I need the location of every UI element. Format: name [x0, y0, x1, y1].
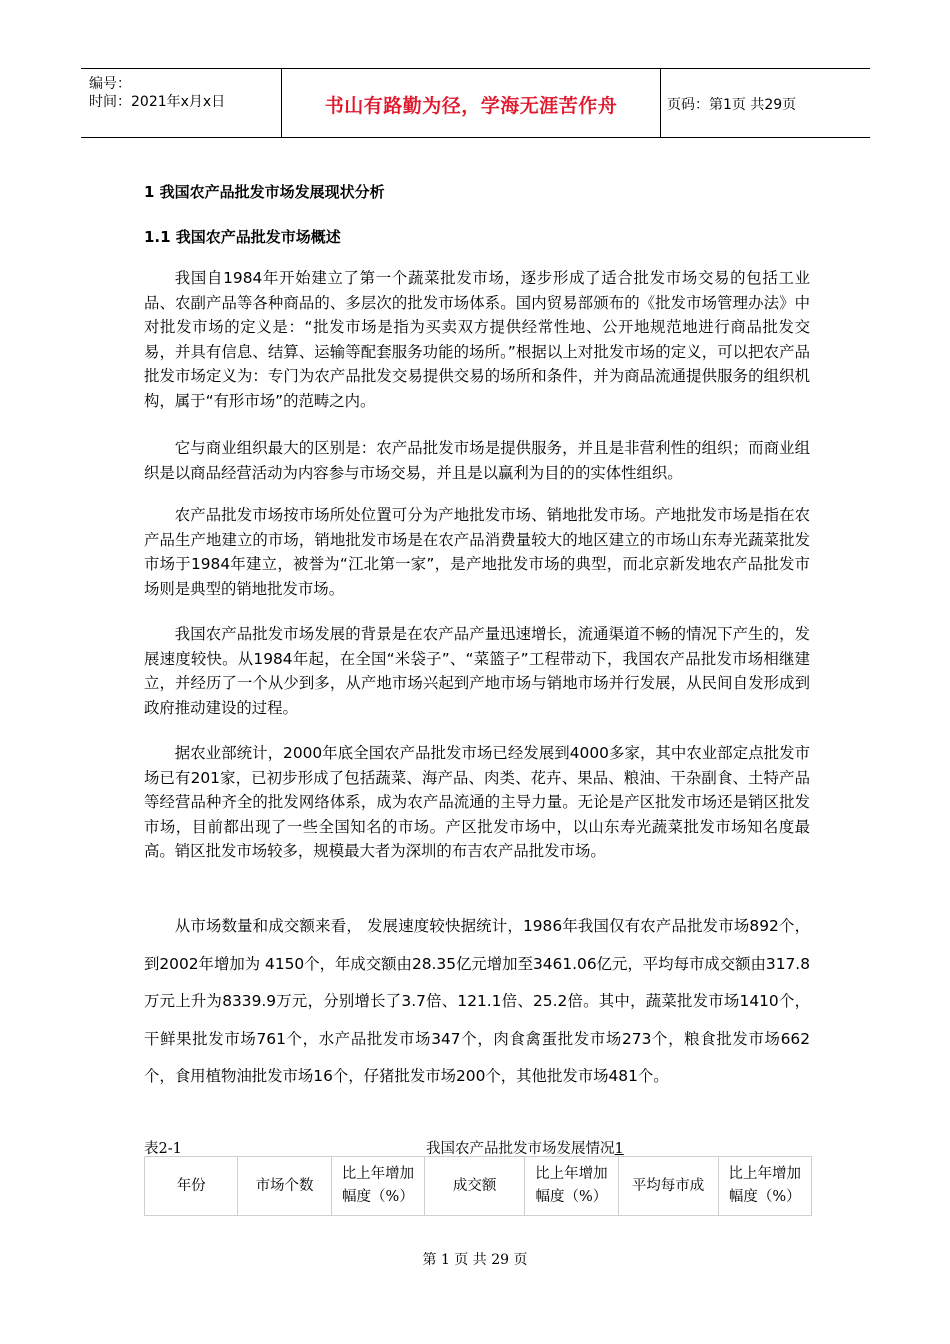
paragraph-4: 我国农产品批发市场发展的背景是在农产品产量迅速增长，流通渠道不畅的情况下产生的，发展速度较快。从1984年起，在全国“米袋子”、“菜篮子”工程带动下，我国农产品批发市场相继建立，并经历了一个从少到多，从产地市场兴起到产地市场与销地市场并行发展，从民间自发形成到政府推动建设的过程。	[144, 625, 810, 717]
column-header: 市场个数	[238, 1157, 331, 1216]
section-heading: 1 我国农产品批发市场发展现状分析	[144, 183, 385, 201]
header-motto: 书山有路勤为径，学海无涯苦作舟	[324, 95, 618, 117]
column-header: 平均每市成	[618, 1157, 718, 1216]
column-header: 年份	[145, 1157, 238, 1216]
subsection-heading: 1.1 我国农产品批发市场概述	[144, 228, 341, 246]
market-development-table	[144, 1156, 812, 1216]
table-header-row	[145, 1157, 812, 1216]
table-title	[426, 1137, 624, 1158]
header-page-info: 页码：第1页 共29页	[667, 97, 797, 113]
column-header: 比上年增加幅度（%）	[525, 1157, 618, 1216]
table-footnote-ref[interactable]: 1	[614, 1141, 624, 1157]
page-footer: 第 1 页 共 29 页	[422, 1252, 528, 1268]
header-page-cell	[661, 69, 870, 137]
column-header: 比上年增加幅度（%）	[718, 1157, 811, 1216]
document-code-label: 编号：	[89, 76, 131, 92]
paragraph-5: 据农业部统计，2000年底全国农产品批发市场已经发展到4000多家，其中农业部定点批发市场已有201家，已初步形成了包括蔬菜、海产品、肉类、花卉、果品、粮油、干杂副食、土特产品等经营品种齐全的批发网络体系，成为农产品流通的主导力量。无论是产区批发市场还是销区批发市场，目前都出现了一些全国知名的市场。产区批发市场中，以山东寿光蔬菜批发市场知名度最高。销区批发市场较多，规模最大者为深圳的布吉农产品批发市场。	[144, 744, 810, 861]
document-date-label: 时间：2021年x月x日	[89, 94, 226, 110]
paragraph-1: 我国自1984年开始建立了第一个蔬菜批发市场，逐步形成了适合批发市场交易的包括工业品、农副产品等各种商品的、多层次的批发市场体系。国内贸易部颁布的《批发市场管理办法》中对批发市场的定义是：“批发市场是指为买卖双方提供经常性地、公开地规范地进行商品批发交易，并具有信息、结算、运输等配套服务功能的场所。”根据以上对批发市场的定义，可以把农产品批发市场定义为：专门为农产品批发交易提供交易的场所和条件，并为商品流通提供服务的组织机构，属于“有形市场”的范畴之内。	[144, 269, 810, 410]
table-title-text: 我国农产品批发市场发展情况	[426, 1141, 615, 1157]
page-header	[81, 68, 870, 138]
header-motto-cell	[282, 69, 661, 137]
column-header: 比上年增加幅度（%）	[331, 1157, 424, 1216]
paragraph-6: 从市场数量和成交额来看， 发展速度较快据统计，1986年我国仅有农产品批发市场892个，到2002年增加为 4150个，年成交额由28.35亿元增加至3461.06亿元，平均每市成交额由317.8万元上升为8339.9万元，分别增长了3.7倍、121.1倍、25.2倍。其中，蔬菜批发市场1410个，干鲜果批发市场761个，水产品批发市场347个，肉食禽蛋批发市场273个，粮食批发市场662个，食用植物油批发市场16个，仔猪批发市场200个，其他批发市场481个。	[144, 917, 810, 1086]
paragraph-3: 农产品批发市场按市场所处位置可分为产地批发市场、销地批发市场。产地批发市场是指在农产品生产地建立的市场，销地批发市场是在农产品消费量较大的地区建立的市场山东寿光蔬菜批发市场于1984年建立，被誉为“江北第一家”，是产地批发市场的典型，而北京新发地农产品批发市场则是典型的销地批发市场。	[144, 506, 810, 598]
header-left-cell	[81, 69, 282, 137]
paragraph-2: 它与商业组织最大的区别是：农产品批发市场是提供服务，并且是非营利性的组织；而商业组织是以商品经营活动为内容参与市场交易，并且是以赢利为目的的实体性组织。	[144, 439, 810, 482]
column-header: 成交额	[425, 1157, 525, 1216]
table-label: 表2-1	[144, 1141, 182, 1157]
